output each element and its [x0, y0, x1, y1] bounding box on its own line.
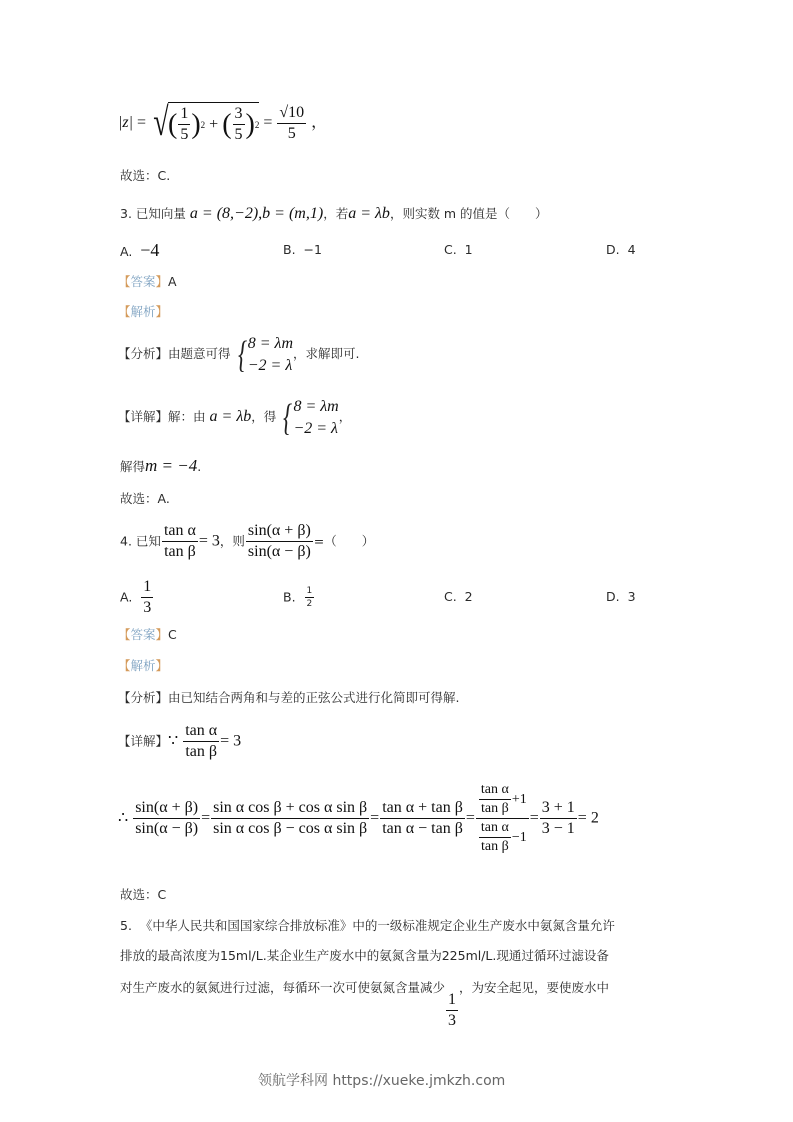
sqrt-expression: √ ( $\frac{1}{5}$ ) 2 + ( $\frac{3}{5}$ ) 2: [153, 99, 260, 144]
q3-xiangjie: 【详解】解：由 a = λb，得 { 8 = λm −2 = λ ，: [118, 396, 352, 439]
q4-option-a: A. $\frac{1}{3}$: [120, 578, 152, 617]
q3-analysis-tag: 【解析】: [118, 304, 169, 319]
q3-option-a: A. −4: [120, 240, 160, 260]
q5-line-3: 对生产废水的氨氮进行过滤，每循环一次可使氨氮含量减少 $\frac{1}{3}$ ，为安全起见，要使废水中: [120, 980, 610, 1030]
q4-xiangjie: 【详解】∵ $\frac{\text{tan α}}{\text{tan β}}$ = 3: [118, 722, 242, 761]
q4-option-b: B. $\frac{1}{2}$: [283, 586, 313, 610]
q3-answer: 【答案】A: [118, 274, 177, 289]
q3-solve: 解得m = −4.: [120, 456, 202, 475]
q4-option-d: D. 3: [606, 589, 636, 604]
q4-option-c: C. 2: [444, 589, 473, 604]
equation-system: { 8 = λm −2 = λ: [283, 396, 339, 439]
q5-line-2: 排放的最高浓度为15ml/L.某企业生产废水中的氨氮含量为225ml/L.现通过循环过滤设备: [120, 948, 609, 963]
q3-stem: 3. 已知向量 a = (8,−2),b = (m,1)，若a = λb，则实数 m 的值是（ ）: [120, 205, 548, 222]
q3-option-c: C. 1: [444, 242, 473, 257]
footer-watermark: 领航学科网 https://xueke.jmkzh.com: [258, 1073, 506, 1089]
q4-answer: 【答案】C: [118, 627, 177, 642]
q4-derivation: ∴ $\frac{\sin(\alpha + \beta)}{\sin(\alpha - \beta)}$ = $\frac{\text{sin α cos β + cos α sin β}}{\text{sin α cos β − cos α sin β}}$ = $\frac{\text{tan α + tan β}}{\text{tan α − tan β}}$ = $\frac{\text{tan α}}{\text{tan β}}$ +1 $\frac{\text{tan α}}{\text{tan β}}$ −1 = $\frac{3 + 1}{3 - 1}$ = 2: [118, 782, 599, 855]
q3-option-d: D. 4: [606, 242, 636, 257]
q4-stem: 4. 已知 $\frac{\text{tan α}}{\text{tan β}}$ = 3，则 $\frac{\sin(\alpha + \beta)}{\sin(\alpha - \beta)}$ =（ ）: [120, 522, 375, 561]
equation-system: { 8 = λm −2 = λ: [237, 333, 293, 376]
q4-analysis-tag: 【解析】: [118, 658, 169, 673]
modulus-formula: |z| = √ ( $\frac{1}{5}$ ) 2 + ( $\frac{3}{5}$ ) 2 = $\frac{√10}{5}$ ，: [118, 99, 328, 144]
prev-conclusion: 故选：C.: [120, 168, 171, 183]
q4-conclusion: 故选：C: [120, 887, 167, 902]
q3-option-b: B. −1: [283, 242, 322, 257]
q3-fenxi: 【分析】由题意可得 { 8 = λm −2 = λ ，求解即可.: [118, 333, 360, 376]
q5-line-1: 5. 《中华人民共和国国家综合排放标准》中的一级标准规定企业生产废水中氨氮含量允许: [120, 918, 615, 933]
q3-conclusion: 故选：A.: [120, 491, 170, 506]
q4-fenxi: 【分析】由已知结合两角和与差的正弦公式进行化简即可得解.: [118, 690, 460, 705]
modulus-lhs: |z|: [118, 114, 134, 132]
